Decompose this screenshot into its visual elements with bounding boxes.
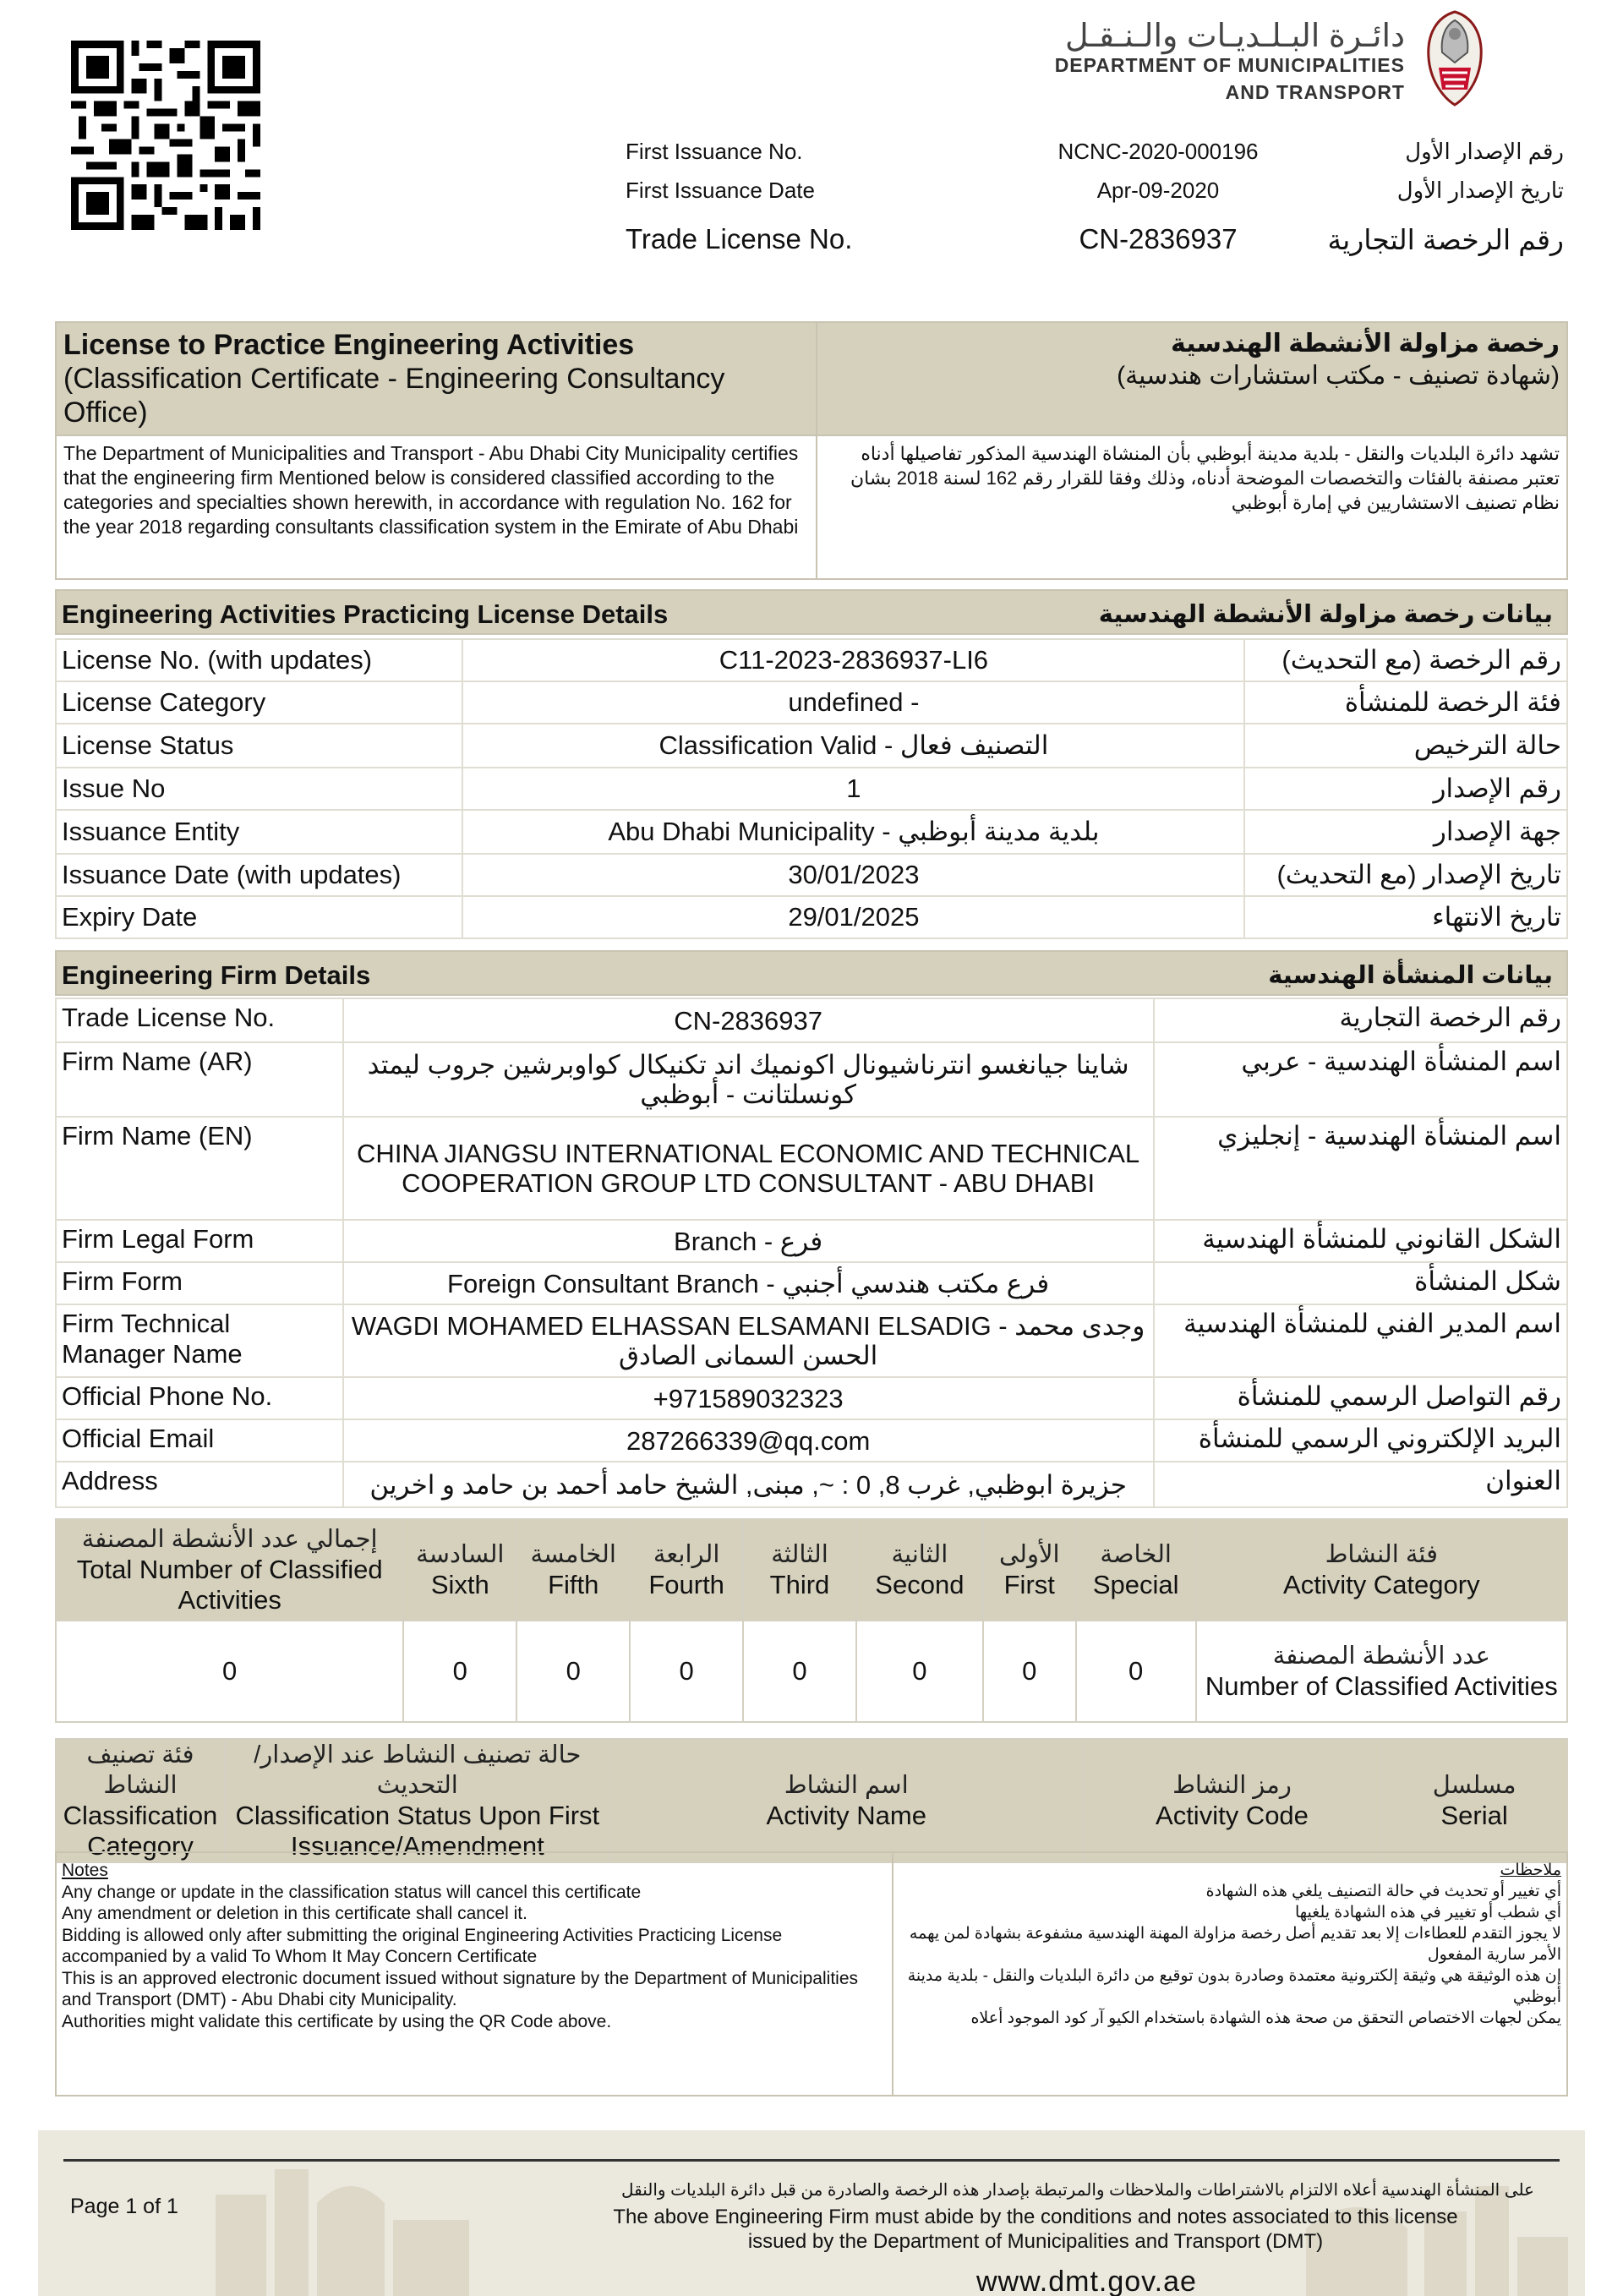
note-line-ar: إن هذه الوثيقة هي وثيقة إلكترونية معتمدة وصادرة بدون توقيع من دائرة البلديات والنقل - بلدية مدينة أبوظبي bbox=[907, 1967, 1561, 2006]
classification-header-ar: فئة تصنيف النشاط bbox=[86, 1741, 194, 1799]
note-line-en: Bidding is allowed only after submitting the original Engineering Activities Practicing License accompanied by a valid To Whom It May Concern Certificate bbox=[62, 1925, 783, 1966]
firm-detail-row bbox=[56, 1220, 1567, 1262]
first-issuance-no-row bbox=[626, 139, 1564, 174]
activity-class-header bbox=[1196, 1519, 1567, 1621]
activity-class-header bbox=[516, 1519, 630, 1621]
license-detail-row bbox=[56, 639, 1567, 681]
license-detail-value: 30/01/2023 bbox=[462, 854, 1244, 896]
license-title-ar bbox=[817, 322, 1567, 435]
license-details-header bbox=[55, 589, 1568, 635]
firm-detail-label-ar: اسم المدير الفني للمنشأة الهندسية bbox=[1154, 1304, 1567, 1377]
classification-header bbox=[610, 1739, 1083, 1862]
license-details-title: Engineering Activities Practicing License Details bbox=[62, 599, 669, 629]
activity-class-count: 0 bbox=[983, 1621, 1076, 1722]
firm-detail-row bbox=[56, 1419, 1567, 1462]
license-detail-label-ar: فئة الرخصة للمنشأة bbox=[1244, 681, 1567, 724]
note-line-ar: يمكن لجهات الاختصاص التحقق من صحة هذه الشهادة باستخدام الكيو آر كود الموجود أعلاه bbox=[970, 2009, 1561, 2027]
dmt-logo-line2: AND TRANSPORT bbox=[1225, 81, 1405, 103]
firm-details-title: Engineering Firm Details bbox=[62, 960, 371, 990]
activity-class-header-en: Third bbox=[769, 1570, 830, 1599]
note-line-ar: أي تغيير أو تحديث في حالة التصنيف يلغي هذه الشهادة bbox=[1205, 1883, 1561, 1900]
firm-detail-label: Official Phone No. bbox=[56, 1377, 343, 1419]
firm-detail-label: Firm Form bbox=[56, 1262, 343, 1304]
activity-class-header-en: Special bbox=[1092, 1570, 1179, 1599]
firm-detail-row bbox=[56, 1377, 1567, 1419]
license-detail-row bbox=[56, 724, 1567, 768]
activity-class-header-ar: الثانية bbox=[891, 1541, 948, 1568]
activity-class-header bbox=[1076, 1519, 1196, 1621]
classification-header-en: Activity Code bbox=[1156, 1801, 1309, 1830]
website-link[interactable]: www.dmt.gov.ae bbox=[976, 2266, 1197, 2296]
license-detail-value: undefined - bbox=[462, 681, 1244, 724]
first-issuance-date-row bbox=[626, 178, 1564, 213]
firm-details-title-ar: بيانات المنشأة الهندسية bbox=[1268, 962, 1553, 989]
firm-detail-row bbox=[56, 1117, 1567, 1220]
firm-detail-value: WAGDI MOHAMED ELHASSAN ELSAMANI ELSADIG - وجدى محمد الحسن السمانى الصادق bbox=[343, 1304, 1154, 1377]
firm-detail-label: Address bbox=[56, 1462, 343, 1507]
first-issuance-no-label: First Issuance No. bbox=[626, 139, 803, 164]
activity-class-header-ar: الثالثة bbox=[771, 1541, 828, 1568]
note-line-ar: لا يجوز التقدم للعطاءات إلا بعد تقديم أصل رخصة مزاولة المهنة الهندسية مشفوعة بشهادة لمن يهمه الأمر سارية المفعول bbox=[909, 1925, 1561, 1964]
note-line-en: Any amendment or deletion in this certificate shall cancel it. bbox=[62, 1904, 527, 1923]
firm-detail-label: Firm Technical Manager Name bbox=[56, 1304, 343, 1377]
activity-class-header-en: Second bbox=[875, 1570, 965, 1599]
activity-class-header-ar: إجمالي عدد الأنشطة المصنفة bbox=[81, 1526, 378, 1553]
activity-class-header bbox=[630, 1519, 743, 1621]
activity-class-header-ar: فئة النشاط bbox=[1325, 1541, 1438, 1568]
activity-class-header bbox=[403, 1519, 516, 1621]
first-issuance-no-value: NCNC-2020-000196 bbox=[1057, 139, 1259, 164]
notes-en bbox=[57, 1853, 893, 2095]
firm-detail-label: Firm Name (AR) bbox=[56, 1042, 343, 1117]
license-title-ar-sub: (شهادة تصنيف - مكتب استشارات هندسية) bbox=[1117, 362, 1560, 390]
classification-header bbox=[225, 1739, 610, 1862]
license-detail-label-ar: رقم الرخصة (مع التحديث) bbox=[1244, 639, 1567, 681]
trade-license-row bbox=[626, 223, 1564, 259]
classification-header-ar: اسم النشاط bbox=[784, 1772, 909, 1799]
license-detail-value: C11-2023-2836937-LI6 bbox=[462, 639, 1244, 681]
activity-class-header-en: First bbox=[1003, 1570, 1055, 1599]
page-number: Page 1 of 1 bbox=[70, 2195, 178, 2218]
firm-detail-label-ar: اسم المنشأة الهندسية - عربي bbox=[1154, 1042, 1567, 1117]
activity-class-header-en: Sixth bbox=[430, 1570, 489, 1599]
activity-class-header-en: Fifth bbox=[548, 1570, 599, 1599]
activity-class-header-en: Total Number of Classified Activities bbox=[76, 1555, 383, 1615]
license-detail-value: 1 bbox=[462, 768, 1244, 810]
firm-detail-value: CHINA JIANGSU INTERNATIONAL ECONOMIC AND TECHNICAL COOPERATION GROUP LTD CONSULTANT - ABU DHABI bbox=[343, 1117, 1154, 1220]
license-title-ar-main: رخصة مزاولة الأنشطة الهندسية bbox=[1171, 330, 1560, 358]
firm-detail-label-ar: رقم الرخصة التجارية bbox=[1154, 998, 1567, 1042]
firm-detail-row bbox=[56, 1462, 1567, 1507]
note-line-en: Authorities might validate this certificate by using the QR Code above. bbox=[62, 2011, 612, 2031]
firm-detail-value: شاينا جيانغسو انترناشيونال اكونميك اند تكنيكال كواوبرشين جروب ليمتد كونسلتانت - أبوظبي bbox=[343, 1042, 1154, 1117]
trade-license-value: CN-2836937 bbox=[1079, 223, 1238, 254]
trade-license-label: Trade License No. bbox=[626, 223, 853, 254]
classification-header bbox=[1381, 1739, 1567, 1862]
license-detail-label-ar: تاريخ الإصدار (مع التحديث) bbox=[1244, 854, 1567, 896]
activity-class-header-en: Fourth bbox=[648, 1570, 724, 1599]
activity-classes-table bbox=[55, 1518, 1568, 1723]
firm-detail-value: Branch - فرع bbox=[343, 1220, 1154, 1262]
firm-detail-label-ar: البريد الإلكتروني الرسمي للمنشأة bbox=[1154, 1419, 1567, 1462]
abu-dhabi-falcon-emblem-icon bbox=[1420, 8, 1489, 108]
classification-header bbox=[56, 1739, 225, 1862]
firm-details-table bbox=[55, 998, 1568, 1508]
license-detail-label: Issuance Entity bbox=[56, 810, 462, 854]
license-detail-value: 29/01/2025 bbox=[462, 896, 1244, 938]
firm-detail-row bbox=[56, 1262, 1567, 1304]
page-footer bbox=[38, 2130, 1585, 2296]
firm-detail-label-ar: رقم التواصل الرسمي للمنشأة bbox=[1154, 1377, 1567, 1419]
firm-detail-value: Foreign Consultant Branch - فرع مكتب هندسي أجنبي bbox=[343, 1262, 1154, 1304]
first-issuance-no-label-ar: رقم الإصدار الأول bbox=[1405, 139, 1564, 164]
firm-detail-label: Trade License No. bbox=[56, 998, 343, 1042]
notes-section bbox=[55, 1851, 1568, 2096]
license-detail-row bbox=[56, 810, 1567, 854]
dmt-logo-line1: DEPARTMENT OF MUNICIPALITIES bbox=[1054, 54, 1405, 76]
activity-class-header bbox=[983, 1519, 1076, 1621]
activity-class-header-ar: الخاصة bbox=[1100, 1541, 1172, 1568]
certification-statement-ar: تشهد دائرة البلديات والنقل - بلدية مدينة أبوظبي بأن المنشاة الهندسية المذكور تفاصيلها أدناه تعتبر مصنفة بالفئات والتخصصات الموضحة أدناه، وذلك وفقا للقرار رقم 162 لسنة 2018 بشان نظام تصنيف الاستشاريين في إمارة أبوظبي bbox=[817, 435, 1567, 579]
firm-detail-label-ar: اسم المنشأة الهندسية - إنجليزي bbox=[1154, 1117, 1567, 1220]
license-detail-label-ar: رقم الإصدار bbox=[1244, 768, 1567, 810]
license-detail-value: Classification Valid - التصنيف فعال bbox=[462, 724, 1244, 768]
activity-class-header bbox=[743, 1519, 856, 1621]
license-detail-label: License Category bbox=[56, 681, 462, 724]
notes-ar bbox=[894, 1853, 1566, 2095]
first-issuance-date-label: First Issuance Date bbox=[626, 178, 815, 203]
activity-class-count: 0 bbox=[56, 1621, 403, 1722]
license-detail-label-ar: حالة الترخيص bbox=[1244, 724, 1567, 768]
license-details-title-ar: بيانات رخصة مزاولة الأنشطة الهندسية bbox=[1098, 601, 1553, 628]
activity-class-header-ar: السادسة bbox=[416, 1541, 505, 1568]
classification-header-ar: رمز النشاط bbox=[1172, 1772, 1292, 1799]
firm-detail-value: جزيرة ابوظبي, غرب 8, 0 : ~, مبنى, الشيخ حامد أحمد بن حامد و اخرين bbox=[343, 1462, 1154, 1507]
license-detail-label: Issuance Date (with updates) bbox=[56, 854, 462, 896]
notes-title-ar: ملاحظات bbox=[1500, 1861, 1561, 1879]
firm-detail-label: Official Email bbox=[56, 1419, 343, 1462]
firm-detail-label-ar: الشكل القانوني للمنشأة الهندسية bbox=[1154, 1220, 1567, 1262]
firm-detail-row bbox=[56, 1304, 1567, 1377]
classification-header-en: Activity Name bbox=[766, 1801, 926, 1830]
first-issuance-date-label-ar: تاريخ الإصدار الأول bbox=[1396, 178, 1564, 203]
activity-row-label bbox=[1196, 1621, 1567, 1722]
license-detail-label: License No. (with updates) bbox=[56, 639, 462, 681]
activity-class-header bbox=[56, 1519, 403, 1621]
firm-detail-row bbox=[56, 998, 1567, 1042]
license-detail-row bbox=[56, 681, 1567, 724]
firm-detail-label-ar: شكل المنشأة bbox=[1154, 1262, 1567, 1304]
license-detail-row bbox=[56, 768, 1567, 810]
classification-header-ar: حالة تصنيف النشاط عند الإصدار/التحديث bbox=[254, 1741, 582, 1799]
footer-divider bbox=[63, 2159, 1560, 2162]
classification-header-en: Classification Status Upon First Issuance/Amendment bbox=[235, 1801, 600, 1861]
activity-row-label-en: Number of Classified Activities bbox=[1205, 1671, 1558, 1701]
classification-header-en: Serial bbox=[1440, 1801, 1508, 1830]
license-detail-row bbox=[56, 854, 1567, 896]
activity-class-header-ar: الرابعة bbox=[653, 1541, 720, 1568]
license-intro-table bbox=[55, 321, 1568, 580]
notes-title-en: Notes bbox=[62, 1861, 108, 1880]
activity-class-count: 0 bbox=[1076, 1621, 1196, 1722]
license-title-en-main: License to Practice Engineering Activities bbox=[63, 329, 635, 361]
firm-detail-label: Firm Legal Form bbox=[56, 1220, 343, 1262]
activity-class-header-ar: الأولى bbox=[998, 1541, 1060, 1568]
note-line-ar: أي شطب أو تغيير في هذه الشهادة يلغيها bbox=[1295, 1904, 1561, 1922]
license-details-table bbox=[55, 638, 1568, 939]
license-detail-label-ar: جهة الإصدار bbox=[1244, 810, 1567, 854]
classification-header-en: Classification Category bbox=[63, 1801, 218, 1861]
classification-table bbox=[55, 1738, 1568, 1863]
firm-detail-value: 287266339@qq.com bbox=[343, 1419, 1154, 1462]
license-detail-row bbox=[56, 896, 1567, 938]
activity-class-header bbox=[856, 1519, 983, 1621]
license-detail-label: Expiry Date bbox=[56, 896, 462, 938]
note-line-en: Any change or update in the classification status will cancel this certificate bbox=[62, 1882, 642, 1902]
license-title-en bbox=[56, 322, 817, 435]
activity-row-label-ar: عدد الأنشطة المصنفة bbox=[1272, 1643, 1490, 1670]
activity-class-header-en: Activity Category bbox=[1283, 1570, 1480, 1599]
classification-header bbox=[1083, 1739, 1381, 1862]
activity-class-count: 0 bbox=[856, 1621, 983, 1722]
firm-detail-label: Firm Name (EN) bbox=[56, 1117, 343, 1220]
activity-class-header-ar: الخامسة bbox=[530, 1541, 616, 1568]
license-detail-label: Issue No bbox=[56, 768, 462, 810]
footer-note-en: The above Engineering Firm must abide by the conditions and notes associated to this license issued by the Department of Municipalities and Transport (DMT) bbox=[613, 2206, 1458, 2253]
dmt-logo-arabic: دائـرة البـلـديـات والـنـقـل bbox=[1065, 19, 1405, 54]
certification-statement-en: The Department of Municipalities and Transport - Abu Dhabi City Municipality certifies that the engineering firm Mentioned below is considered classified according to the categories and specialties shown herewith, in accordance with regulation No. 162 for the year 2018 regarding consultants classification system in the Emirate of Abu Dhabi bbox=[56, 435, 817, 579]
license-title-en-sub: (Classification Certificate - Engineering Consultancy Office) bbox=[63, 363, 725, 429]
firm-detail-value: +971589032323 bbox=[343, 1377, 1154, 1419]
firm-details-header bbox=[55, 950, 1568, 996]
footer-note-ar: على المنشأة الهندسية أعلاه الالتزام بالاشتراطات والملاحظات والمرتبطة بإصدار هذه الرخصة والصادرة من قبل دائرة البلديات والنقل bbox=[620, 2181, 1534, 2200]
license-detail-label-ar: تاريخ الانتهاء bbox=[1244, 896, 1567, 938]
activity-class-count: 0 bbox=[516, 1621, 630, 1722]
firm-detail-row bbox=[56, 1042, 1567, 1117]
classification-header-ar: مسلسل bbox=[1432, 1772, 1516, 1799]
qr-code-icon bbox=[71, 41, 260, 230]
activity-class-count: 0 bbox=[743, 1621, 856, 1722]
note-line-en: This is an approved electronic document issued without signature by the Department of Municipalities and Transport (DMT) - Abu Dhabi city Municipality. bbox=[62, 1968, 858, 2009]
license-detail-value: Abu Dhabi Municipality - بلدية مدينة أبوظبي bbox=[462, 810, 1244, 854]
license-detail-label: License Status bbox=[56, 724, 462, 768]
trade-license-label-ar: رقم الرخصة التجارية bbox=[1327, 224, 1564, 255]
firm-detail-label-ar: العنوان bbox=[1154, 1462, 1567, 1507]
first-issuance-date-value: Apr-09-2020 bbox=[1096, 178, 1220, 203]
activity-class-count: 0 bbox=[403, 1621, 516, 1722]
activity-class-count: 0 bbox=[630, 1621, 743, 1722]
firm-detail-value: CN-2836937 bbox=[343, 998, 1154, 1042]
